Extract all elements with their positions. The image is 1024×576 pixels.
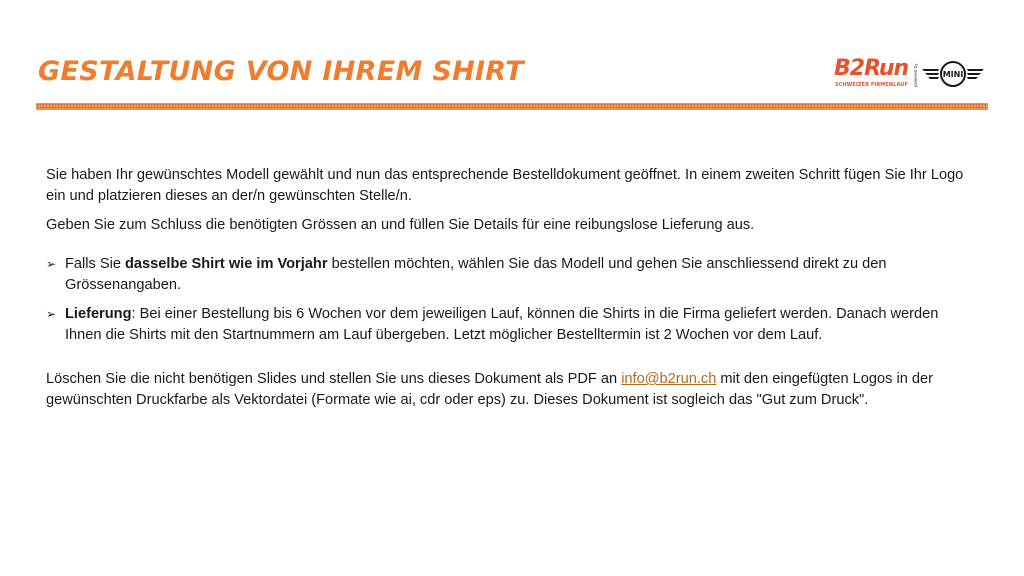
b2run-wordmark: B2Run [834,56,909,81]
b2run-subtitle: SCHWEIZER FIRMENLAUF [835,82,908,88]
mini-logo-text: MINI [942,70,964,79]
closing-text-before: Löschen Sie die nicht benötigen Slides und stellen Sie uns dieses Dokument als PDF an [46,371,622,387]
list-item [46,254,976,296]
bullet-text: bestellen möchten, wählen Sie das Modell und gehen Sie anschliessend direkt zu den Grössenangaben. [65,256,887,293]
instructions-body [46,165,976,419]
bullet-prefix: Falls Sie [65,256,126,272]
sizes-paragraph: Geben Sie zum Schluss die benötigten Grössen an und füllen Sie Details für eine reibungslose Lieferung aus. [46,217,755,233]
bullet-text: : Bei einer Bestellung bis 6 Wochen vor dem jeweiligen Lauf, können die Shirts in die Firma geliefert werden. Danach werden Ihnen die Shirts mit den Startnummern am Lauf übergeben. Letzt möglicher Bestelltermin ist 2 Wochen vor dem Lauf. [65,306,939,343]
page-title: GESTALTUNG VON IHREM SHIRT [38,56,524,87]
intro-paragraph: Sie haben Ihr gewünschtes Modell gewählt und nun das entsprechende Bestelldokument geöffnet. In einem zweiten Schritt fügen Sie Ihr Logo ein und platzieren dieses an der/n gewünschten Stelle/n. [46,167,964,204]
brand-logo [834,58,989,94]
mini-logo-icon [922,60,984,88]
arrowhead-bullet-icon: ➢ [46,307,57,321]
closing-text-after: mit den eingefügten Logos in der gewünschten Druckfarbe als Vektordatei (Formate wie ai, cdr oder eps) zu. Dieses Dokument ist sogleich das "Gut zum Druck". [46,371,933,408]
email-link[interactable]: info@b2run.ch [621,371,717,387]
arrowhead-bullet-icon: ➢ [46,257,57,271]
powered-by-label: powered by [913,63,918,87]
title-divider [36,103,988,110]
list-item [46,304,976,346]
bullet-bold-text: dasselbe Shirt wie im Vorjahr [125,256,328,272]
bullet-list [46,254,976,346]
bullet-bold-text: Lieferung [65,306,132,322]
closing-paragraph [46,369,976,411]
